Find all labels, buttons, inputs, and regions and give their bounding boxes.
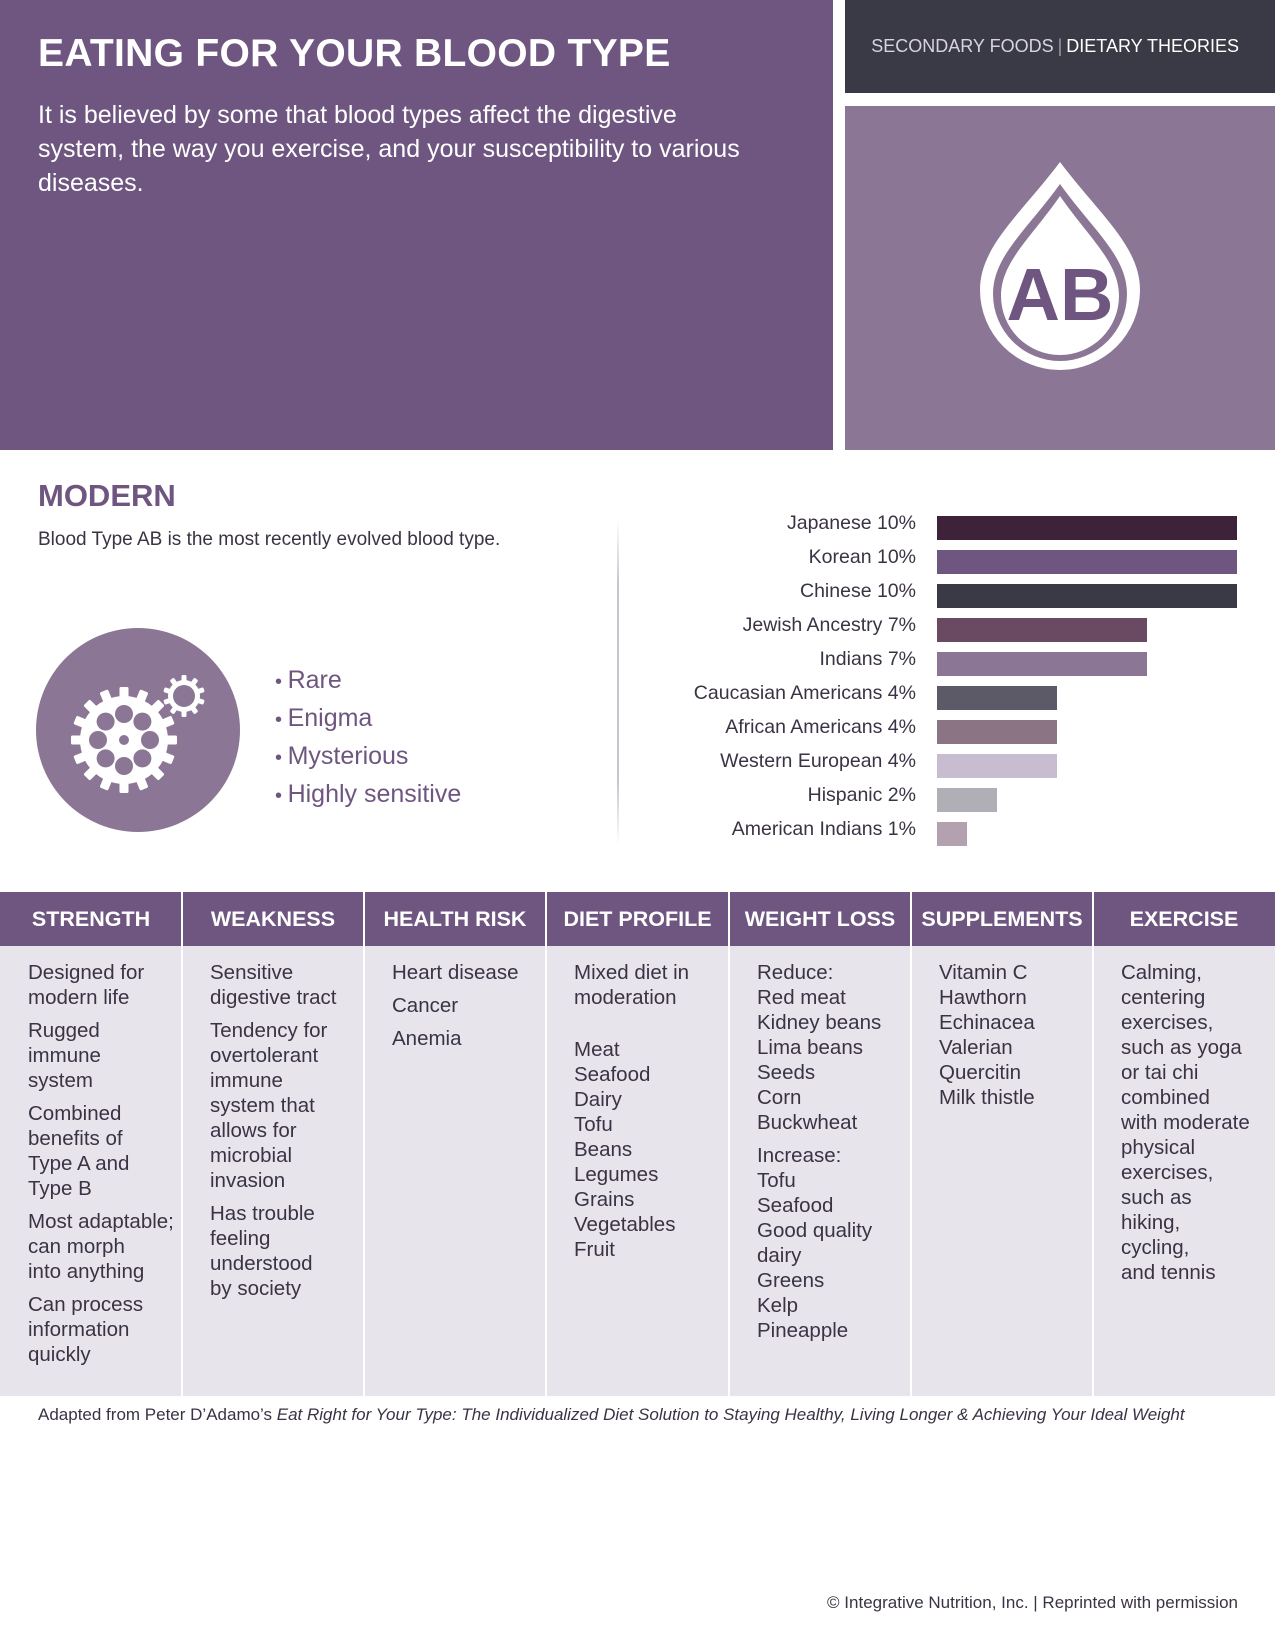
list-item-line: Kidney beans: [757, 1011, 882, 1034]
list-item-line: Kelp: [757, 1294, 799, 1317]
column-header: HEALTH RISK: [383, 906, 527, 931]
column-header: SUPPLEMENTS: [921, 906, 1083, 931]
column-divider: [363, 892, 365, 1396]
blood-drop-icon: [845, 106, 1275, 450]
list-item-line: understood: [210, 1252, 313, 1275]
list-item-line: quickly: [28, 1343, 91, 1366]
population-bar-chart: [640, 510, 1240, 850]
list-item-line: Seafood: [574, 1063, 651, 1086]
bar-row: [640, 646, 1240, 680]
list-item-line: information: [28, 1318, 130, 1341]
section-divider: [617, 520, 619, 845]
column-divider: [1092, 892, 1094, 1396]
list-item-line: dairy: [757, 1244, 802, 1267]
table-column: [182, 892, 364, 1396]
source-citation: [38, 1405, 1185, 1425]
list-item-line: Echinacea: [939, 1011, 1035, 1034]
source-book-title: Eat Right for Your Type: The Individualized Diet Solution to Staying Healthy, Living Longer & Achieving Your Ideal Weight: [276, 1405, 1185, 1424]
blood-type-badge-panel: [845, 106, 1275, 450]
bar-label: Indians 7%: [819, 648, 916, 670]
list-item: [757, 1143, 903, 1343]
list-item-line: Seeds: [757, 1061, 816, 1084]
list-item-line: Pineapple: [757, 1319, 849, 1342]
bar-label: Western European 4%: [720, 750, 916, 772]
list-item-line: Quercitin: [939, 1061, 1022, 1084]
list-item: [574, 1037, 721, 1262]
list-item-line: cycling,: [1121, 1236, 1190, 1259]
list-item: [939, 960, 1085, 1110]
list-item-line: feeling: [210, 1227, 271, 1250]
column-body: [364, 946, 546, 1051]
trait-item: • Rare: [275, 662, 461, 700]
trait-item: • Enigma: [275, 700, 461, 738]
list-item-line: centering: [1121, 986, 1206, 1009]
list-item-line: into anything: [28, 1260, 145, 1283]
list-item-line: exercises,: [1121, 1161, 1214, 1184]
list-item-line: Tofu: [574, 1113, 613, 1136]
list-item-line: microbial: [210, 1144, 293, 1167]
bar-label: Hispanic 2%: [807, 784, 916, 806]
bar-row: [640, 510, 1240, 544]
list-item: [392, 993, 538, 1018]
list-item-line: Has trouble: [210, 1202, 315, 1225]
list-item: [28, 1292, 174, 1367]
copyright-notice: © Integrative Nutrition, Inc. | Reprinted with permission: [827, 1593, 1238, 1612]
list-item-line: Cancer: [392, 994, 459, 1017]
hero-panel: [0, 0, 833, 450]
list-item-line: moderation: [574, 986, 677, 1009]
list-item-line: Grains: [574, 1188, 635, 1211]
list-item-line: immune: [210, 1069, 283, 1092]
column-divider: [545, 892, 547, 1396]
blood-type-label: AB: [1006, 253, 1114, 336]
column-header: STRENGTH: [31, 906, 151, 931]
list-item-line: system: [28, 1069, 93, 1092]
table-column: [911, 892, 1093, 1396]
list-item-line: Designed for: [28, 961, 145, 984]
bar-label: African Americans 4%: [725, 716, 916, 738]
bar: [937, 652, 1147, 676]
trait-item: • Mysterious: [275, 738, 461, 776]
list-item-line: modern life: [28, 986, 130, 1009]
category-secondary-foods[interactable]: SECONDARY FOODS: [871, 36, 1054, 56]
bar-row: [640, 680, 1240, 714]
list-item-line: Tendency for: [210, 1019, 328, 1042]
bar: [937, 686, 1057, 710]
column-body: [0, 946, 182, 1367]
source-prefix: Adapted from Peter D’Adamo’s: [38, 1405, 277, 1424]
bar: [937, 720, 1057, 744]
list-item-line: Can process: [28, 1293, 144, 1316]
table-column: [1093, 892, 1275, 1396]
bar-label: Caucasian Americans 4%: [693, 682, 916, 704]
list-item-line: combined: [1121, 1086, 1210, 1109]
table-column: [546, 892, 729, 1396]
list-item-line: hiking,: [1121, 1211, 1181, 1234]
list-item: [392, 960, 538, 985]
list-item-line: Reduce:: [757, 961, 834, 984]
list-item: [392, 1026, 538, 1051]
column-header: EXERCISE: [1129, 906, 1239, 931]
list-item-line: Seafood: [757, 1194, 834, 1217]
list-item-line: digestive tract: [210, 986, 337, 1009]
bar-label: American Indians 1%: [731, 818, 916, 840]
bar: [937, 516, 1237, 540]
list-item-line: Increase:: [757, 1144, 842, 1167]
list-item: [757, 960, 903, 1135]
column-body: [729, 946, 911, 1343]
bar-label: Japanese 10%: [786, 512, 916, 534]
bar-row: [640, 612, 1240, 646]
bar-row: [640, 714, 1240, 748]
list-item-line: Lima beans: [757, 1036, 863, 1059]
list-item-line: and tennis: [1121, 1261, 1216, 1284]
list-item-line: such as: [1121, 1186, 1192, 1209]
list-item-line: Sensitive: [210, 961, 294, 984]
bar-row: [640, 578, 1240, 612]
list-item-line: by society: [210, 1277, 302, 1300]
list-item-line: immune: [28, 1044, 101, 1067]
bar-row: [640, 748, 1240, 782]
bar: [937, 618, 1147, 642]
category-dietary-theories[interactable]: DIETARY THEORIES: [1066, 36, 1239, 56]
list-item-line: or tai chi: [1121, 1061, 1199, 1084]
list-item-line: Mixed diet in: [574, 961, 690, 984]
table-column: [364, 892, 546, 1396]
list-item-line: Milk thistle: [939, 1086, 1035, 1109]
section-title-modern: MODERN: [38, 478, 176, 513]
column-header: WEAKNESS: [210, 906, 336, 931]
list-item-line: Heart disease: [392, 961, 519, 984]
bar: [937, 550, 1237, 574]
bar: [937, 754, 1057, 778]
column-header: WEIGHT LOSS: [744, 906, 896, 931]
list-item: [28, 1209, 174, 1284]
column-body: [182, 946, 364, 1301]
list-item-line: Combined: [28, 1102, 122, 1125]
list-item-line: Type A and: [28, 1152, 130, 1175]
list-item-line: Type B: [28, 1177, 92, 1200]
column-body: [1093, 946, 1275, 1285]
bar-label: Korean 10%: [808, 546, 916, 568]
list-item-line: can morph: [28, 1235, 125, 1258]
list-item: [574, 960, 721, 1010]
list-item-line: exercises,: [1121, 1011, 1214, 1034]
table-column: [0, 892, 182, 1396]
bar: [937, 788, 997, 812]
column-divider: [910, 892, 912, 1396]
bar-row: [640, 782, 1240, 816]
list-item-line: Fruit: [574, 1238, 615, 1261]
category-separator: |: [1057, 36, 1063, 56]
list-item-line: with moderate: [1121, 1111, 1250, 1134]
list-item-line: Legumes: [574, 1163, 659, 1186]
trait-item: • Highly sensitive: [275, 776, 461, 814]
gears-icon: [36, 628, 240, 832]
bar: [937, 584, 1237, 608]
column-body: [911, 946, 1093, 1110]
list-item: [28, 1018, 174, 1093]
category-bar: [845, 0, 1275, 93]
list-item-line: Meat: [574, 1038, 620, 1061]
list-item-line: Corn: [757, 1086, 802, 1109]
intro-text: It is believed by some that blood types affect the digestive system, the way you exercise, and your susceptibility to various diseases.: [38, 101, 740, 197]
list-item: [210, 1201, 356, 1301]
column-divider: [181, 892, 183, 1396]
list-item-line: Vitamin C: [939, 961, 1028, 984]
list-item: [28, 960, 174, 1010]
list-item-line: Rugged: [28, 1019, 100, 1042]
trait-list: [275, 662, 461, 814]
bar: [937, 822, 967, 846]
list-item-line: Dairy: [574, 1088, 622, 1111]
list-item: [210, 960, 356, 1010]
list-item-line: physical: [1121, 1136, 1196, 1159]
table-column: [729, 892, 911, 1396]
list-item-line: Vegetables: [574, 1213, 676, 1236]
bar-row: [640, 816, 1240, 850]
section-subtitle: Blood Type AB is the most recently evolved blood type.: [38, 529, 501, 550]
column-header: DIET PROFILE: [563, 906, 712, 931]
list-item-line: Greens: [757, 1269, 825, 1292]
list-item-line: invasion: [210, 1169, 286, 1192]
list-item-line: overtolerant: [210, 1044, 319, 1067]
column-body: [546, 946, 729, 1262]
list-item-line: Most adaptable;: [28, 1210, 174, 1233]
list-item-line: benefits of: [28, 1127, 123, 1150]
list-item-line: Good quality: [757, 1219, 873, 1242]
list-item: [1121, 960, 1267, 1285]
list-item-line: Buckwheat: [757, 1111, 858, 1134]
list-item-line: Anemia: [392, 1027, 462, 1050]
list-item-line: Valerian: [939, 1036, 1013, 1059]
list-item: [210, 1018, 356, 1193]
list-item: [28, 1101, 174, 1201]
list-item-line: allows for: [210, 1119, 297, 1142]
blood-type-profile-table: [0, 892, 1275, 1396]
column-divider: [728, 892, 730, 1396]
page-title: EATING FOR YOUR BLOOD TYPE: [38, 32, 671, 75]
list-item-line: such as yoga: [1121, 1036, 1242, 1059]
list-item-line: Hawthorn: [939, 986, 1027, 1009]
bar-label: Chinese 10%: [800, 580, 916, 602]
list-item-line: system that: [210, 1094, 315, 1117]
list-item-line: Tofu: [757, 1169, 796, 1192]
list-item-line: Red meat: [757, 986, 846, 1009]
list-item-line: Beans: [574, 1138, 633, 1161]
list-item-line: Calming,: [1121, 961, 1202, 984]
bar-label: Jewish Ancestry 7%: [742, 614, 916, 636]
bar-row: [640, 544, 1240, 578]
